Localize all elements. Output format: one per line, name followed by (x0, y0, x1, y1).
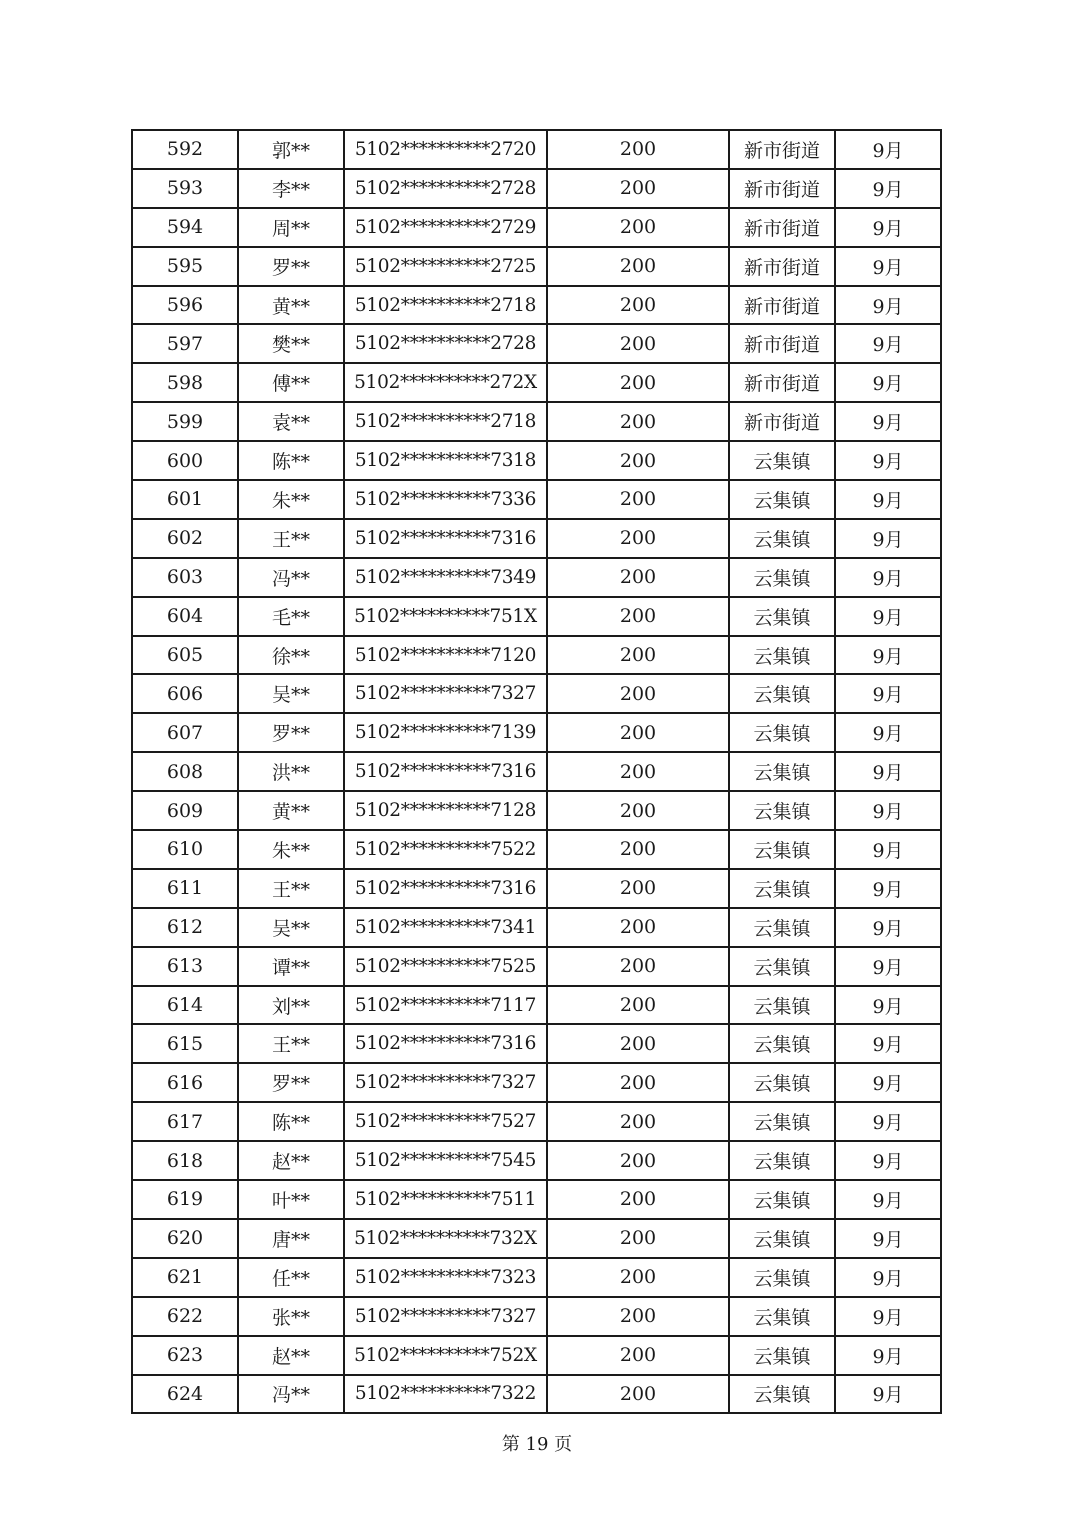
table-row (132, 1180, 941, 1219)
cell-area: 云集镇 (729, 947, 835, 986)
cell-serial-number: 599 (132, 402, 238, 441)
cell-name: 朱** (238, 830, 344, 869)
cell-serial-number: 592 (132, 130, 238, 169)
table-row (132, 363, 941, 402)
cell-name: 毛** (238, 597, 344, 636)
cell-amount: 200 (547, 869, 729, 908)
cell-id-number: 5102**********7117 (344, 986, 547, 1025)
table-row (132, 869, 941, 908)
cell-amount: 200 (547, 130, 729, 169)
table-row (132, 130, 941, 169)
cell-id-number: 5102**********751X (344, 597, 547, 636)
cell-amount: 200 (547, 1024, 729, 1063)
table-row (132, 830, 941, 869)
cell-amount: 200 (547, 363, 729, 402)
cell-month: 9月 (835, 519, 941, 558)
cell-area: 云集镇 (729, 1297, 835, 1336)
cell-amount: 200 (547, 1063, 729, 1102)
cell-month: 9月 (835, 1063, 941, 1102)
cell-serial-number: 607 (132, 713, 238, 752)
table-row (132, 480, 941, 519)
cell-id-number: 5102**********7327 (344, 1297, 547, 1336)
cell-name: 冯** (238, 1375, 344, 1414)
cell-area: 云集镇 (729, 558, 835, 597)
roster-table (131, 129, 942, 1414)
cell-area: 云集镇 (729, 1102, 835, 1141)
cell-name: 吴** (238, 908, 344, 947)
cell-name: 李** (238, 169, 344, 208)
cell-month: 9月 (835, 247, 941, 286)
table-row (132, 1375, 941, 1414)
cell-area: 云集镇 (729, 1063, 835, 1102)
cell-id-number: 5102**********732X (344, 1219, 547, 1258)
cell-name: 罗** (238, 247, 344, 286)
table-row (132, 1258, 941, 1297)
cell-serial-number: 621 (132, 1258, 238, 1297)
table-row (132, 986, 941, 1025)
cell-serial-number: 608 (132, 752, 238, 791)
cell-serial-number: 612 (132, 908, 238, 947)
cell-name: 袁** (238, 402, 344, 441)
cell-name: 徐** (238, 636, 344, 675)
cell-area: 云集镇 (729, 986, 835, 1025)
cell-amount: 200 (547, 1219, 729, 1258)
cell-serial-number: 614 (132, 986, 238, 1025)
table-row (132, 519, 941, 558)
cell-id-number: 5102**********2718 (344, 402, 547, 441)
cell-amount: 200 (547, 441, 729, 480)
cell-area: 云集镇 (729, 908, 835, 947)
cell-id-number: 5102**********2728 (344, 169, 547, 208)
cell-month: 9月 (835, 752, 941, 791)
cell-name: 王** (238, 519, 344, 558)
cell-area: 新市街道 (729, 402, 835, 441)
cell-serial-number: 622 (132, 1297, 238, 1336)
cell-amount: 200 (547, 674, 729, 713)
cell-month: 9月 (835, 636, 941, 675)
cell-id-number: 5102**********7316 (344, 519, 547, 558)
cell-name: 陈** (238, 441, 344, 480)
cell-serial-number: 601 (132, 480, 238, 519)
cell-month: 9月 (835, 1258, 941, 1297)
cell-area: 云集镇 (729, 1258, 835, 1297)
table-row (132, 636, 941, 675)
cell-month: 9月 (835, 324, 941, 363)
cell-area: 云集镇 (729, 830, 835, 869)
cell-serial-number: 600 (132, 441, 238, 480)
cell-month: 9月 (835, 597, 941, 636)
cell-name: 郭** (238, 130, 344, 169)
cell-month: 9月 (835, 286, 941, 325)
cell-id-number: 5102**********7316 (344, 1024, 547, 1063)
cell-month: 9月 (835, 208, 941, 247)
cell-area: 云集镇 (729, 480, 835, 519)
cell-id-number: 5102**********7511 (344, 1180, 547, 1219)
cell-month: 9月 (835, 1297, 941, 1336)
cell-month: 9月 (835, 713, 941, 752)
cell-month: 9月 (835, 1336, 941, 1375)
cell-name: 唐** (238, 1219, 344, 1258)
cell-serial-number: 603 (132, 558, 238, 597)
cell-id-number: 5102**********7318 (344, 441, 547, 480)
cell-area: 云集镇 (729, 519, 835, 558)
cell-name: 赵** (238, 1336, 344, 1375)
cell-amount: 200 (547, 1258, 729, 1297)
cell-serial-number: 618 (132, 1141, 238, 1180)
cell-amount: 200 (547, 1375, 729, 1414)
cell-name: 任** (238, 1258, 344, 1297)
cell-serial-number: 595 (132, 247, 238, 286)
table-row (132, 1141, 941, 1180)
cell-serial-number: 619 (132, 1180, 238, 1219)
cell-month: 9月 (835, 869, 941, 908)
table-row (132, 208, 941, 247)
cell-name: 罗** (238, 1063, 344, 1102)
cell-month: 9月 (835, 558, 941, 597)
cell-month: 9月 (835, 480, 941, 519)
cell-id-number: 5102**********7139 (344, 713, 547, 752)
cell-amount: 200 (547, 752, 729, 791)
cell-name: 冯** (238, 558, 344, 597)
cell-month: 9月 (835, 908, 941, 947)
cell-name: 张** (238, 1297, 344, 1336)
table-row (132, 791, 941, 830)
cell-amount: 200 (547, 324, 729, 363)
cell-area: 云集镇 (729, 1375, 835, 1414)
cell-month: 9月 (835, 791, 941, 830)
cell-area: 云集镇 (729, 597, 835, 636)
table-row (132, 402, 941, 441)
table-row (132, 1024, 941, 1063)
cell-area: 云集镇 (729, 1219, 835, 1258)
cell-month: 9月 (835, 1102, 941, 1141)
cell-month: 9月 (835, 1375, 941, 1414)
cell-serial-number: 620 (132, 1219, 238, 1258)
cell-serial-number: 597 (132, 324, 238, 363)
cell-id-number: 5102**********7316 (344, 869, 547, 908)
cell-id-number: 5102**********7545 (344, 1141, 547, 1180)
cell-serial-number: 594 (132, 208, 238, 247)
table-row (132, 286, 941, 325)
cell-serial-number: 598 (132, 363, 238, 402)
cell-id-number: 5102**********7120 (344, 636, 547, 675)
cell-serial-number: 610 (132, 830, 238, 869)
cell-amount: 200 (547, 286, 729, 325)
cell-name: 王** (238, 869, 344, 908)
cell-amount: 200 (547, 908, 729, 947)
cell-id-number: 5102**********7527 (344, 1102, 547, 1141)
cell-serial-number: 624 (132, 1375, 238, 1414)
table-row (132, 908, 941, 947)
cell-id-number: 5102**********7336 (344, 480, 547, 519)
cell-amount: 200 (547, 986, 729, 1025)
cell-month: 9月 (835, 441, 941, 480)
table-row (132, 1063, 941, 1102)
cell-serial-number: 606 (132, 674, 238, 713)
cell-month: 9月 (835, 130, 941, 169)
cell-amount: 200 (547, 1297, 729, 1336)
cell-serial-number: 616 (132, 1063, 238, 1102)
cell-month: 9月 (835, 830, 941, 869)
cell-amount: 200 (547, 830, 729, 869)
cell-name: 黄** (238, 286, 344, 325)
table-row (132, 752, 941, 791)
table-row (132, 713, 941, 752)
cell-id-number: 5102**********2728 (344, 324, 547, 363)
cell-amount: 200 (547, 480, 729, 519)
cell-amount: 200 (547, 247, 729, 286)
cell-name: 谭** (238, 947, 344, 986)
cell-name: 傅** (238, 363, 344, 402)
roster-table-container (131, 129, 942, 1414)
table-row (132, 1297, 941, 1336)
cell-id-number: 5102**********2718 (344, 286, 547, 325)
table-row (132, 1219, 941, 1258)
cell-id-number: 5102**********7323 (344, 1258, 547, 1297)
cell-area: 云集镇 (729, 869, 835, 908)
cell-serial-number: 602 (132, 519, 238, 558)
cell-id-number: 5102**********7349 (344, 558, 547, 597)
cell-serial-number: 615 (132, 1024, 238, 1063)
cell-amount: 200 (547, 791, 729, 830)
cell-month: 9月 (835, 363, 941, 402)
table-row (132, 558, 941, 597)
cell-area: 云集镇 (729, 1024, 835, 1063)
cell-area: 云集镇 (729, 752, 835, 791)
cell-serial-number: 617 (132, 1102, 238, 1141)
cell-serial-number: 611 (132, 869, 238, 908)
cell-area: 云集镇 (729, 1336, 835, 1375)
cell-id-number: 5102**********7128 (344, 791, 547, 830)
cell-id-number: 5102**********2725 (344, 247, 547, 286)
cell-id-number: 5102**********7327 (344, 1063, 547, 1102)
cell-serial-number: 609 (132, 791, 238, 830)
cell-amount: 200 (547, 402, 729, 441)
cell-area: 云集镇 (729, 1141, 835, 1180)
page-number: 第 19 页 (501, 1434, 573, 1455)
cell-serial-number: 593 (132, 169, 238, 208)
cell-name: 朱** (238, 480, 344, 519)
table-row (132, 247, 941, 286)
cell-serial-number: 613 (132, 947, 238, 986)
cell-id-number: 5102**********7341 (344, 908, 547, 947)
cell-month: 9月 (835, 169, 941, 208)
cell-month: 9月 (835, 1219, 941, 1258)
cell-amount: 200 (547, 519, 729, 558)
cell-amount: 200 (547, 1102, 729, 1141)
cell-id-number: 5102**********7525 (344, 947, 547, 986)
cell-name: 黄** (238, 791, 344, 830)
table-row (132, 674, 941, 713)
cell-area: 云集镇 (729, 636, 835, 675)
cell-name: 叶** (238, 1180, 344, 1219)
cell-area: 云集镇 (729, 1180, 835, 1219)
cell-amount: 200 (547, 1180, 729, 1219)
cell-area: 新市街道 (729, 130, 835, 169)
cell-month: 9月 (835, 986, 941, 1025)
cell-area: 云集镇 (729, 713, 835, 752)
cell-name: 陈** (238, 1102, 344, 1141)
cell-amount: 200 (547, 208, 729, 247)
cell-name: 赵** (238, 1141, 344, 1180)
table-row (132, 441, 941, 480)
cell-id-number: 5102**********7327 (344, 674, 547, 713)
cell-amount: 200 (547, 597, 729, 636)
cell-id-number: 5102**********7522 (344, 830, 547, 869)
cell-month: 9月 (835, 1141, 941, 1180)
cell-amount: 200 (547, 558, 729, 597)
cell-month: 9月 (835, 1024, 941, 1063)
cell-area: 新市街道 (729, 208, 835, 247)
cell-area: 云集镇 (729, 441, 835, 480)
cell-id-number: 5102**********7316 (344, 752, 547, 791)
cell-name: 王** (238, 1024, 344, 1063)
cell-month: 9月 (835, 947, 941, 986)
cell-area: 新市街道 (729, 286, 835, 325)
table-row (132, 324, 941, 363)
cell-area: 新市街道 (729, 363, 835, 402)
cell-month: 9月 (835, 1180, 941, 1219)
cell-id-number: 5102**********752X (344, 1336, 547, 1375)
cell-serial-number: 623 (132, 1336, 238, 1375)
cell-name: 周** (238, 208, 344, 247)
cell-amount: 200 (547, 713, 729, 752)
cell-id-number: 5102**********2729 (344, 208, 547, 247)
table-row (132, 169, 941, 208)
cell-amount: 200 (547, 169, 729, 208)
cell-amount: 200 (547, 1336, 729, 1375)
table-row (132, 597, 941, 636)
cell-name: 樊** (238, 324, 344, 363)
cell-id-number: 5102**********7322 (344, 1375, 547, 1414)
cell-month: 9月 (835, 674, 941, 713)
cell-area: 新市街道 (729, 169, 835, 208)
cell-amount: 200 (547, 636, 729, 675)
table-row (132, 1336, 941, 1375)
cell-name: 吴** (238, 674, 344, 713)
cell-id-number: 5102**********272X (344, 363, 547, 402)
cell-name: 刘** (238, 986, 344, 1025)
cell-area: 云集镇 (729, 674, 835, 713)
table-row (132, 1102, 941, 1141)
cell-area: 新市街道 (729, 247, 835, 286)
cell-serial-number: 604 (132, 597, 238, 636)
cell-amount: 200 (547, 947, 729, 986)
table-row (132, 947, 941, 986)
cell-area: 云集镇 (729, 791, 835, 830)
cell-name: 罗** (238, 713, 344, 752)
cell-id-number: 5102**********2720 (344, 130, 547, 169)
cell-area: 新市街道 (729, 324, 835, 363)
roster-table-body (132, 130, 941, 1413)
cell-serial-number: 596 (132, 286, 238, 325)
cell-month: 9月 (835, 402, 941, 441)
cell-serial-number: 605 (132, 636, 238, 675)
cell-name: 洪** (238, 752, 344, 791)
cell-amount: 200 (547, 1141, 729, 1180)
